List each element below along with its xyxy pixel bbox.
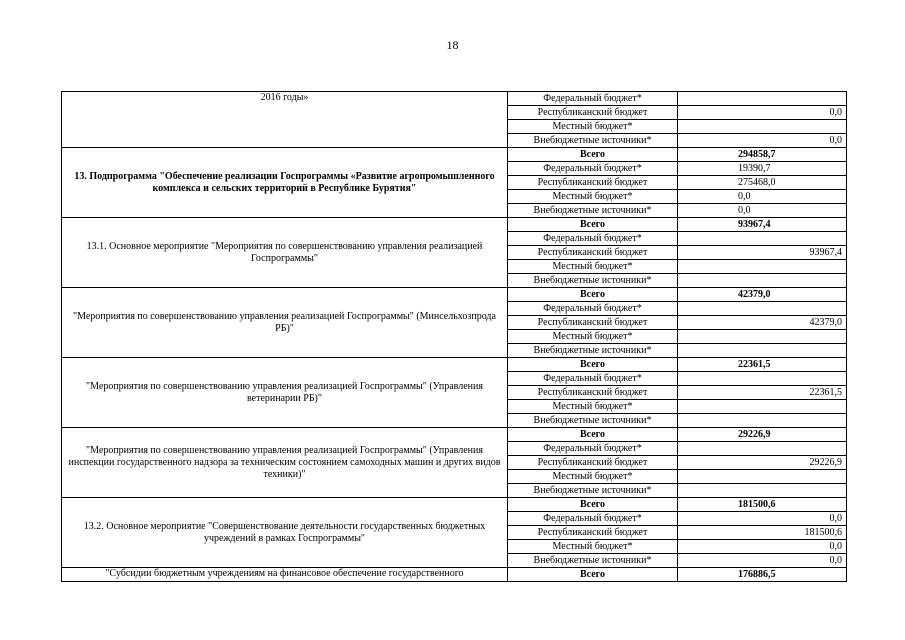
amount-cell <box>678 330 847 344</box>
amount-value: 176886,5 <box>738 569 776 580</box>
amount-value: 0,0 <box>829 107 842 118</box>
amount-cell <box>678 540 847 554</box>
amount-cell <box>678 568 847 582</box>
amount-cell <box>678 302 847 316</box>
funding-source-cell: Всего <box>508 288 678 302</box>
amount-cell <box>678 148 847 162</box>
table-row <box>62 498 847 512</box>
amount-value: 181500,6 <box>738 499 776 510</box>
table-row <box>62 428 847 442</box>
budget-table <box>61 91 847 582</box>
program-name-cell: "Мероприятия по совершенствованию управления реализацией Госпрограммы" (Управления инспекции государственного надзора за техническим состоянием самоходных машин и других видов техники)" <box>62 428 508 498</box>
funding-source-cell: Федеральный бюджет* <box>508 442 678 456</box>
funding-source-cell: Республиканский бюджет <box>508 526 678 540</box>
funding-source-cell: Внебюджетные источники* <box>508 134 678 148</box>
funding-source-cell: Федеральный бюджет* <box>508 512 678 526</box>
funding-source-cell: Республиканский бюджет <box>508 106 678 120</box>
amount-cell <box>678 498 847 512</box>
amount-cell <box>678 512 847 526</box>
amount-cell <box>678 106 847 120</box>
amount-cell <box>678 288 847 302</box>
table-row <box>62 288 847 302</box>
amount-cell <box>678 204 847 218</box>
program-name-cell: 13. Подпрограмма "Обеспечение реализации Госпрограммы «Развитие агропромышленного комплекса и сельских территорий в Республике Бурятия" <box>62 148 508 218</box>
amount-cell <box>678 414 847 428</box>
funding-source-cell: Республиканский бюджет <box>508 456 678 470</box>
table-row <box>62 218 847 232</box>
amount-cell <box>678 162 847 176</box>
program-name-cell: "Субсидии бюджетным учреждениям на финансовое обеспечение государственного <box>62 568 508 582</box>
amount-cell <box>678 526 847 540</box>
amount-cell <box>678 218 847 232</box>
funding-source-cell: Федеральный бюджет* <box>508 92 678 106</box>
amount-value: 29226,9 <box>809 457 842 468</box>
amount-cell <box>678 120 847 134</box>
program-name-cell: 13.2. Основное мероприятие "Совершенствование деятельности государственных бюджетных учреждений в рамках Госпрограммы" <box>62 498 508 568</box>
amount-value: 275468,0 <box>738 177 776 188</box>
amount-cell <box>678 386 847 400</box>
table-row <box>62 148 847 162</box>
table-row <box>62 568 847 582</box>
amount-value: 93967,4 <box>738 219 771 230</box>
amount-cell <box>678 456 847 470</box>
amount-value: 29226,9 <box>738 429 771 440</box>
amount-value: 0,0 <box>738 191 751 202</box>
funding-source-cell: Местный бюджет* <box>508 260 678 274</box>
funding-source-cell: Внебюджетные источники* <box>508 274 678 288</box>
funding-source-cell: Местный бюджет* <box>508 540 678 554</box>
program-name-cell: 2016 годы» <box>62 92 508 148</box>
funding-source-cell: Внебюджетные источники* <box>508 204 678 218</box>
funding-source-cell: Местный бюджет* <box>508 120 678 134</box>
funding-source-cell: Республиканский бюджет <box>508 386 678 400</box>
funding-source-cell: Местный бюджет* <box>508 470 678 484</box>
funding-source-cell: Всего <box>508 218 678 232</box>
amount-cell <box>678 372 847 386</box>
program-name-cell: "Мероприятия по совершенствованию управления реализацией Госпрограммы" (Минсельхозпрода РБ)" <box>62 288 508 358</box>
table-row <box>62 92 847 106</box>
amount-value: 0,0 <box>829 541 842 552</box>
funding-source-cell: Местный бюджет* <box>508 400 678 414</box>
funding-source-cell: Внебюджетные источники* <box>508 414 678 428</box>
amount-value: 294858,7 <box>738 149 776 160</box>
amount-value: 0,0 <box>829 513 842 524</box>
amount-value: 0,0 <box>738 205 751 216</box>
page-number: 18 <box>446 38 459 52</box>
amount-cell <box>678 260 847 274</box>
funding-source-cell: Всего <box>508 498 678 512</box>
funding-source-cell: Федеральный бюджет* <box>508 302 678 316</box>
program-name-cell: 13.1. Основное мероприятие "Мероприятия по совершенствованию управления реализацией Госпрограммы" <box>62 218 508 288</box>
amount-value: 22361,5 <box>809 387 842 398</box>
amount-value: 181500,6 <box>804 527 842 538</box>
amount-cell <box>678 358 847 372</box>
amount-cell <box>678 190 847 204</box>
amount-cell <box>678 274 847 288</box>
amount-cell <box>678 316 847 330</box>
funding-source-cell: Всего <box>508 568 678 582</box>
funding-source-cell: Внебюджетные источники* <box>508 554 678 568</box>
amount-value: 42379,0 <box>738 289 771 300</box>
funding-source-cell: Всего <box>508 428 678 442</box>
amount-cell <box>678 484 847 498</box>
amount-cell <box>678 134 847 148</box>
amount-value: 42379,0 <box>809 317 842 328</box>
program-name-cell: "Мероприятия по совершенствованию управления реализацией Госпрограммы" (Управления ветеринарии РБ)" <box>62 358 508 428</box>
amount-cell <box>678 92 847 106</box>
funding-source-cell: Республиканский бюджет <box>508 316 678 330</box>
amount-value: 93967,4 <box>809 247 842 258</box>
table-row <box>62 358 847 372</box>
amount-cell <box>678 470 847 484</box>
funding-source-cell: Федеральный бюджет* <box>508 162 678 176</box>
amount-value: 19390,7 <box>738 163 771 174</box>
amount-value: 0,0 <box>829 555 842 566</box>
funding-source-cell: Республиканский бюджет <box>508 176 678 190</box>
funding-source-cell: Республиканский бюджет <box>508 246 678 260</box>
amount-cell <box>678 554 847 568</box>
amount-cell <box>678 428 847 442</box>
funding-source-cell: Федеральный бюджет* <box>508 232 678 246</box>
funding-source-cell: Внебюджетные источники* <box>508 484 678 498</box>
funding-source-cell: Всего <box>508 148 678 162</box>
amount-value: 0,0 <box>829 135 842 146</box>
funding-source-cell: Местный бюджет* <box>508 190 678 204</box>
amount-value: 22361,5 <box>738 359 771 370</box>
amount-cell <box>678 400 847 414</box>
funding-source-cell: Всего <box>508 358 678 372</box>
budget-table-body <box>62 92 847 582</box>
amount-cell <box>678 232 847 246</box>
amount-cell <box>678 442 847 456</box>
amount-cell <box>678 344 847 358</box>
amount-cell <box>678 246 847 260</box>
funding-source-cell: Местный бюджет* <box>508 330 678 344</box>
funding-source-cell: Внебюджетные источники* <box>508 344 678 358</box>
amount-cell <box>678 176 847 190</box>
funding-source-cell: Федеральный бюджет* <box>508 372 678 386</box>
